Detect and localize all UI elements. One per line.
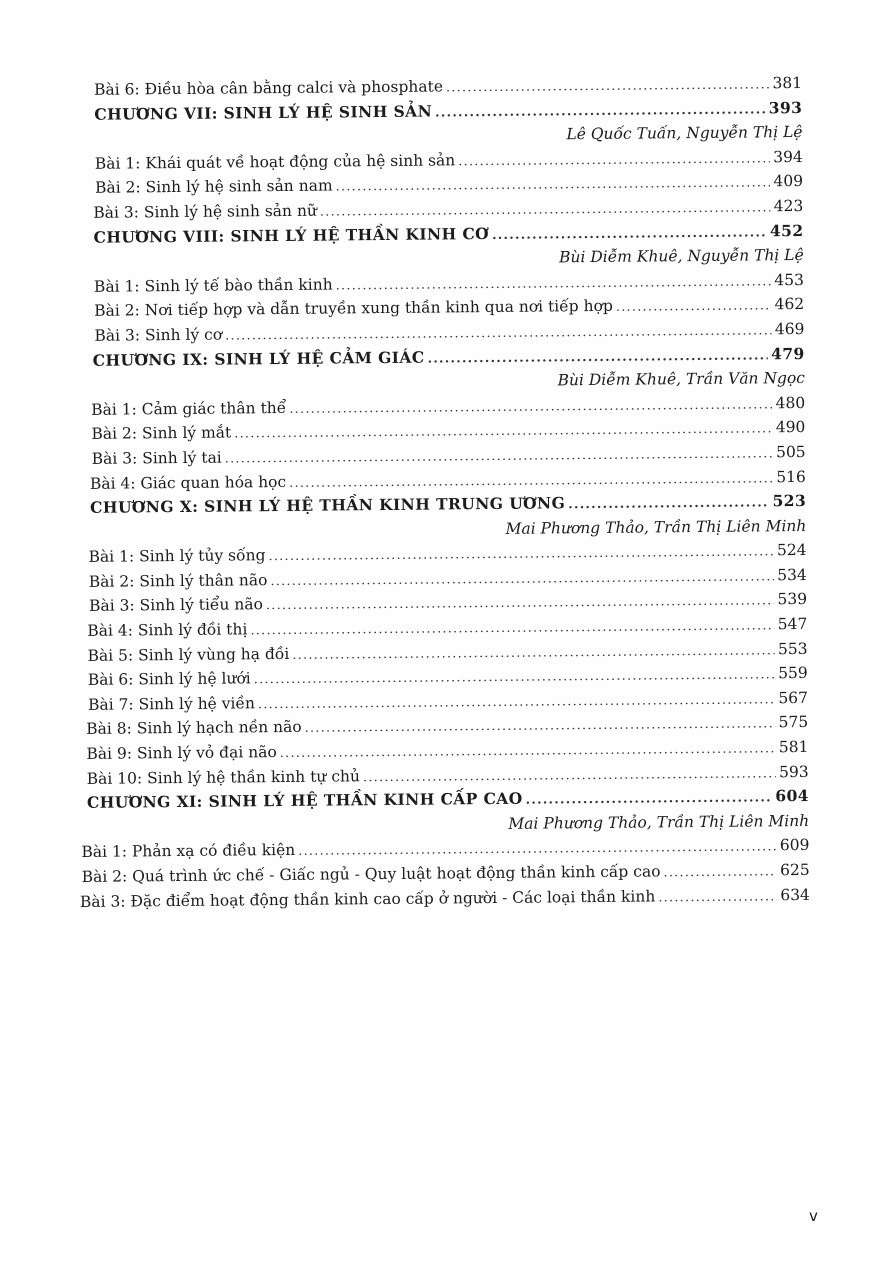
page-ref: 516 <box>776 467 806 486</box>
page-ref: 480 <box>775 393 806 412</box>
page-ref: 505 <box>775 442 806 462</box>
lesson-title: Bài 4: Giác quan hóa học <box>89 472 287 493</box>
page-ref: 394 <box>773 147 803 167</box>
dot-leader <box>458 147 770 175</box>
lesson-title: Bài 3: Sinh lý tai <box>91 448 222 468</box>
page-ref: 634 <box>780 885 810 904</box>
page-ref: 539 <box>777 590 808 609</box>
page-ref: 462 <box>774 295 805 314</box>
lesson-title: Bài 9: Sinh lý vỏ đại não <box>86 743 277 763</box>
author-names: Bùi Diễm Khuê, Trần Văn Ngọc <box>557 369 806 390</box>
lesson-title: Bài 3: Sinh lý hệ sinh sản nữ <box>93 201 317 222</box>
lesson-title: Bài 1: Sinh lý tế bào thần kinh <box>93 275 333 296</box>
page-ref: 490 <box>775 418 806 437</box>
page-ref: 609 <box>779 836 810 855</box>
page-ref: 581 <box>778 737 809 757</box>
lesson-title: Bài 6: Điều hòa cân bằng calci và phosphate <box>94 77 444 99</box>
page-ref: 575 <box>778 713 809 732</box>
page-ref: 523 <box>772 491 807 511</box>
author-names: Lê Quốc Tuấn, Nguyễn Thị Lệ <box>566 123 803 144</box>
chapter-title: CHƯƠNG X: SINH LÝ HỆ THẦN KINH TRUNG ƯƠNG <box>90 493 566 517</box>
page-ref: 453 <box>774 270 805 290</box>
page-ref: 393 <box>768 97 803 117</box>
page-ref: 534 <box>777 565 807 585</box>
chapter-title: CHƯƠNG VII: SINH LÝ HỆ SINH SẢN <box>94 101 433 124</box>
page-ref: 479 <box>771 343 805 363</box>
lesson-title: Bài 6: Sinh lý hệ lưới <box>87 669 251 690</box>
lesson-title: Bài 8: Sinh lý hạch nền não <box>86 718 302 739</box>
page-ref: 559 <box>778 664 808 683</box>
author-names: Mai Phương Thảo, Trần Thị Liên Minh <box>508 811 810 833</box>
lesson-title: Bài 1: Sinh lý tủy sống <box>88 546 266 567</box>
page-ref: 625 <box>779 860 810 880</box>
lesson-title: Bài 3: Sinh lý tiểu não <box>88 595 263 616</box>
lesson-title: Bài 2: Sinh lý thân não <box>88 571 268 591</box>
lesson-title: Bài 1: Cảm giác thân thể <box>91 398 287 419</box>
page-ref: 547 <box>777 615 808 634</box>
author-names: Bùi Diễm Khuê, Nguyễn Thị Lệ <box>558 246 804 267</box>
dot-leader <box>616 295 772 321</box>
page-ref: 553 <box>777 639 808 658</box>
lesson-title: Bài 2: Sinh lý hệ sinh sản nam <box>94 176 333 198</box>
lesson-title: Bài 1: Khái quát về hoạt động của hệ sinh sản <box>94 151 456 173</box>
chapter-title: CHƯƠNG VIII: SINH LÝ HỆ THẦN KINH CƠ <box>93 223 490 247</box>
page-ref: 423 <box>773 196 804 216</box>
lesson-title: Bài 2: Nơi tiếp hợp và dẫn truyền xung thần kinh qua nơi tiếp hợp <box>94 297 613 321</box>
lesson-title: Bài 10: Sinh lý hệ thần kinh tự chủ <box>86 766 361 788</box>
lesson-title: Bài 3: Sinh lý cơ <box>94 325 223 345</box>
dot-leader <box>658 885 777 911</box>
page-ref: 593 <box>779 762 809 781</box>
dot-leader <box>663 860 776 886</box>
lesson-title: Bài 1: Phản xạ có điều kiện <box>81 841 296 862</box>
lesson-title: Bài 3: Đặc điểm hoạt động thần kinh cao cấp ở người - Các loại thần kinh <box>79 887 656 911</box>
dot-leader <box>446 73 769 101</box>
table-of-contents <box>72 71 810 914</box>
page-ref: 381 <box>772 73 803 93</box>
page-number: v <box>809 1207 818 1225</box>
lesson-title: Bài 4: Sinh lý đồi thị <box>87 620 248 640</box>
lesson-title: Bài 2: Quá trình ức chế - Giấc ngủ - Quy luật hoạt động thần kinh cấp cao <box>81 862 661 886</box>
chapter-title: CHƯƠNG XI: SINH LÝ HỆ THẦN KINH CẤP CAO <box>86 788 523 813</box>
page-ref: 469 <box>774 319 805 339</box>
page-ref: 452 <box>769 220 804 240</box>
page-ref: 409 <box>773 172 804 191</box>
lesson-title: Bài 5: Sinh lý vùng hạ đồi <box>87 644 290 665</box>
page-ref: 524 <box>776 541 807 560</box>
page-ref: 604 <box>775 786 810 806</box>
lesson-title: Bài 7: Sinh lý hệ viền <box>87 694 256 714</box>
author-names: Mai Phương Thảo, Trần Thị Liên Minh <box>505 516 807 538</box>
lesson-title: Bài 2: Sinh lý mắt <box>91 423 232 444</box>
page-ref: 567 <box>778 688 809 708</box>
chapter-title: CHƯƠNG IX: SINH LÝ HỆ CẢM GIÁC <box>92 347 425 370</box>
